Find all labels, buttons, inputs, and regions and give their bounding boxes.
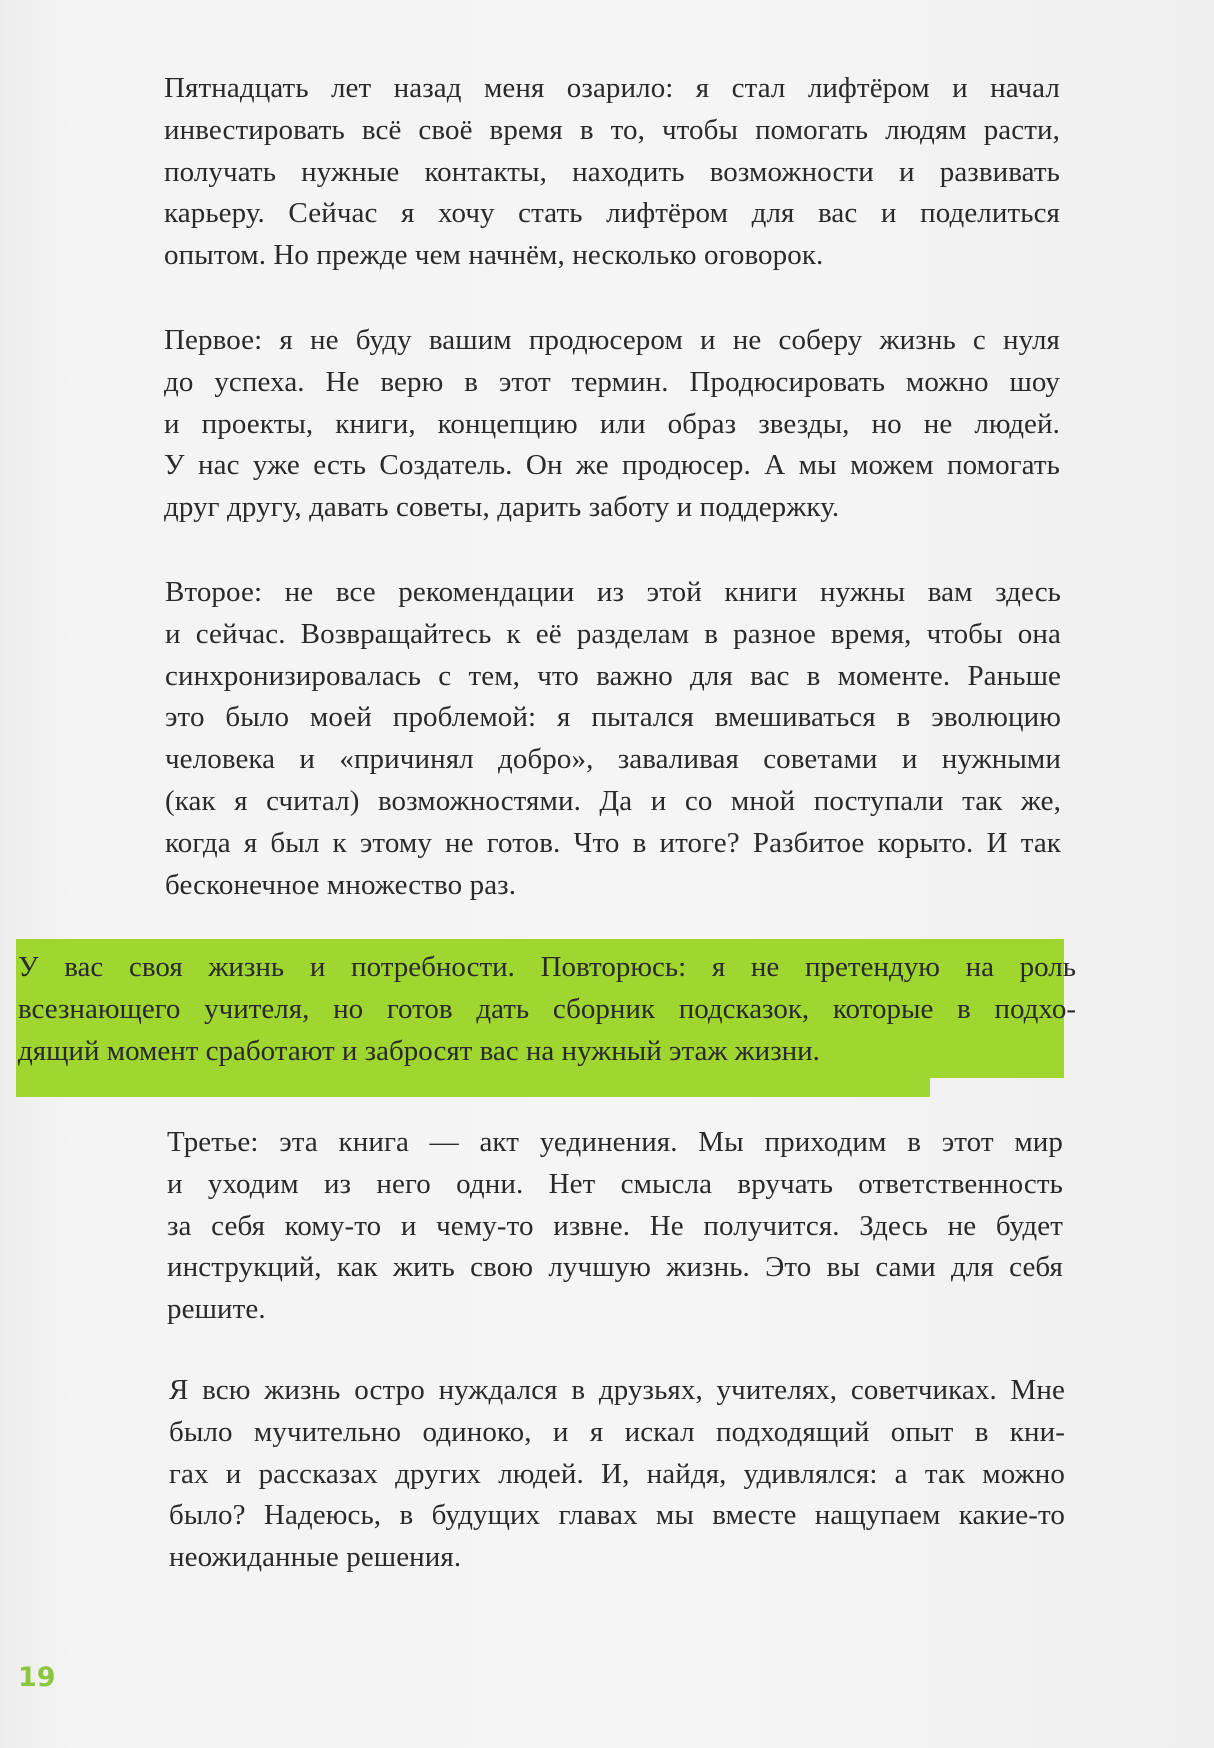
text-line: получать нужные контакты, находить возможности и развивать [164,155,1060,188]
text-line: было? Надеюсь, в будущих главах мы вместе нащупаем какие-то [169,1499,1065,1532]
text-line: человека и «причинял добро», заваливая советами и нужными [165,743,1061,776]
text-line: это было моей проблемой: я пытался вмешиваться в эволюцию [165,701,1061,734]
paragraph-third [167,1122,1063,1331]
paragraph-first [164,320,1060,529]
paragraph-closing [169,1370,1065,1579]
text-line: было мучительно одиноко, и я искал подходящий опыт в кни- [169,1415,1065,1448]
text-line: синхронизировалась с тем, что важно для вас в моменте. Раньше [165,659,1061,692]
text-line: Я всю жизнь остро нуждался в друзьях, учителях, советчиках. Мне [169,1374,1065,1406]
text-line: когда я был к этому не готов. Что в итоге? Разбитое корыто. И так [165,826,1061,859]
text-line: Пятнадцать лет назад меня озарило: я стал лифтёром и начал [164,72,1060,104]
paragraph-second [165,572,1061,906]
text-line: Второе: не все рекомендации из этой книги нужны вам здесь [165,576,1061,608]
text-line: инвестировать всё своё время в то, чтобы помогать людям расти, [164,113,1060,146]
text-line: друг другу, давать советы, дарить заботу и поддержку. [164,491,840,524]
highlight-line: У вас своя жизнь и потребности. Повторюсь: я не претендую на роль [18,951,1076,983]
text-line: до успеха. Не верю в этот термин. Продюсировать можно шоу [164,365,1060,398]
text-line: бесконечное множество раз. [165,868,517,901]
text-line: Третье: эта книга — акт уединения. Мы приходим в этот мир [167,1126,1063,1158]
text-line: Первое: я не буду вашим продюсером и не соберу жизнь с нуля [164,324,1060,356]
paragraph-intro [164,68,1060,277]
page-number: 19 [18,1662,56,1693]
highlight-line: всезнающего учителя, но готов дать сборник подсказок, которые в подхо- [18,992,1076,1025]
text-line: решите. [167,1293,266,1326]
highlighted-paragraph [16,939,1076,1078]
text-line: и уходим из него одни. Нет смысла вручать ответственность [167,1167,1063,1200]
text-line: и сейчас. Возвращайтесь к её разделам в разное время, чтобы она [165,617,1061,650]
text-line: и проекты, книги, концепцию или образ звезды, но не людей. [164,407,1060,440]
text-line: за себя кому-то и чему-то извне. Не получится. Здесь не будет [167,1209,1063,1242]
text-line: (как я считал) возможностями. Да и со мной поступали так же, [165,784,1061,817]
highlight-line: дящий момент сработают и забросят вас на нужный этаж жизни. [18,1034,820,1067]
text-line: гах и рассказах других людей. И, найдя, удивлялся: а так можно [169,1457,1065,1490]
text-line: карьеру. Сейчас я хочу стать лифтёром для вас и поделиться [164,197,1060,230]
text-line: У нас уже есть Создатель. Он же продюсер. А мы можем помогать [164,449,1060,482]
text-line: инструкций, как жить свою лучшую жизнь. Это вы сами для себя [167,1251,1063,1284]
text-line: опытом. Но прежде чем начнём, несколько оговорок. [164,239,824,272]
text-line: неожиданные решения. [169,1541,462,1574]
